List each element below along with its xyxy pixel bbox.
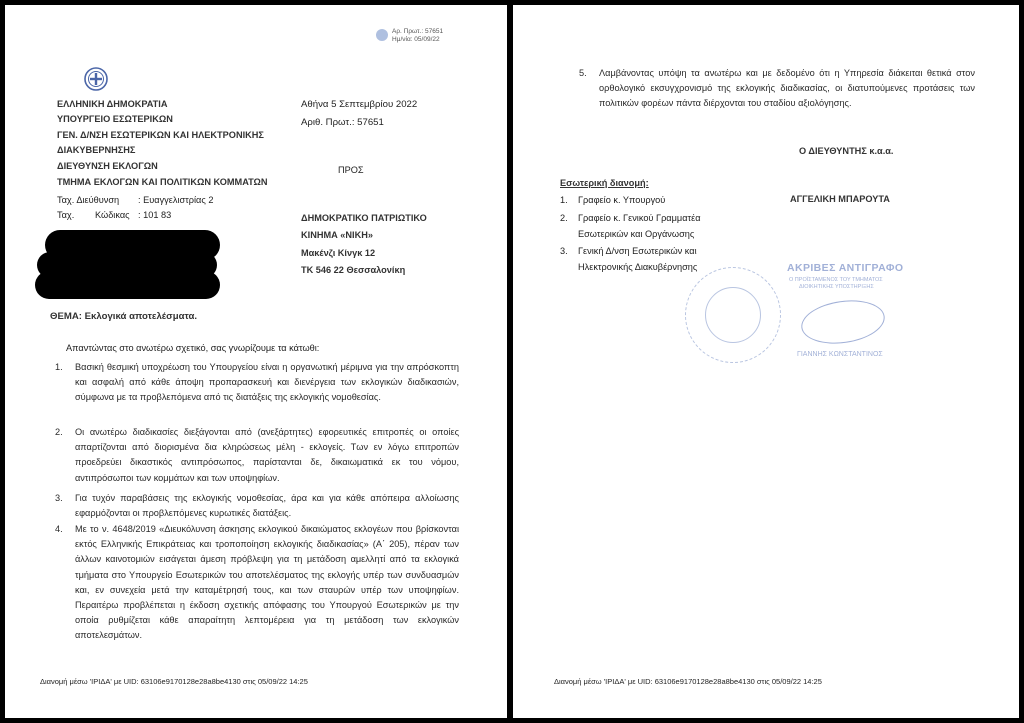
item-text: Οι ανωτέρω διαδικασίες διεξάγονται από (ανεξάρτητες) εφορευτικές επιτροπές οι οποίες απαρτίζονται από διορισμένα δια κληρώσεως μέλη - εκλογείς. Των εν λόγω επιτροπών προεδρεύει δικαστικός αντιπρόσωπος, παρίστανται δε, δικαιωματικά εκ του νόμου, αντιπρόσωποι των κομμάτων και των υποψηφίων. — [75, 427, 459, 483]
letter-page-2 — [513, 5, 1019, 718]
distribution-item-2b: Εσωτερικών και Οργάνωσης — [578, 229, 695, 239]
stamp-name: ΓΙΑΝΝΗΣ ΚΩΝΣΤΑΝΤΙΝΟΣ — [797, 351, 883, 358]
list-item-4 — [55, 522, 459, 652]
protocol-number: Αριθ. Πρωτ.: 57651 — [301, 117, 384, 128]
signature-mark — [798, 295, 887, 348]
receipt-protocol: Αρ. Πρωτ.: 57651 — [392, 28, 444, 35]
recipient-line-4: ΤΚ 546 22 Θεσσαλονίκη — [301, 265, 406, 275]
list-item-1 — [55, 360, 459, 424]
distribution-item-3b: Ηλεκτρονικής Διακυβέρνησης — [578, 262, 698, 272]
footer-uid: Διανομή μέσω 'ΙΡΙΔΑ' με UID: 63106e9170128e28a8be4130 στις 05/09/22 14:25 — [554, 677, 822, 686]
header-line-1: ΕΛΛΗΝΙΚΗ ΔΗΜΟΚΡΑΤΙΑ — [57, 99, 168, 109]
distribution-title: Εσωτερική διανομή: — [560, 178, 649, 188]
letter-page-1 — [5, 5, 507, 718]
recipient-line-1: ΔΗΜΟΚΡΑΤΙΚΟ ΠΑΤΡΙΩΤΙΚΟ — [301, 213, 427, 223]
item-text: Με το ν. 4648/2019 «Διευκόλυνση άσκησης εκλογικού δικαιώματος εκλογέων που βρίσκονται εκτός Ελληνικής Επικράτειας και τροποποίηση εκλογικής διαδικασίας» (Α΄ 205), πέραν των άλλων καινοτομιών εισάγεται άμεση πρόβλεψη για τη μετάδοση αμελλητί από τα εκλογικά τμήματα στο Υπουργείο Εσωτερικών του αποτελέσματος της εκλογής υπέρ των συνδυασμών και, εν συνεχεία μετά την καταμέτρησή τους, και των σταυρών υπέρ των υποψηφίων. Περαιτέρω προβλέπεται η έκδοση σχετικής απόφασης του Υπουργού Εσωτερικών με την οποία ρυθμίζεται κάθε απαραίτητη λεπτομέρεια για τη μετάδοση των εκλογικών αποτελεσμάτων. — [75, 524, 459, 641]
item-text: Βασική θεσμική υποχρέωση του Υπουργείου είναι η οργανωτική μέριμνα για την απρόσκοπτη και ασφαλή από κάθε άποψη προπαρασκευή και διενέργεια των εκλογικών διαδικασιών, σύμφωνα με τα προβλεπόμενα από τις διατάξεις της εκλογικής νομοθεσίας. — [75, 362, 459, 403]
item-text: Για τυχόν παραβάσεις της εκλογικής νομοθεσίας, άρα και για κάθε απόπειρα αλλοίωσης εφαρμόζονται οι προβλεπόμενες κυρωτικές διατάξεις. — [75, 493, 459, 519]
director-title: Ο ΔΙΕΥΘΥΝΤΗΣ κ.α.α. — [799, 146, 894, 156]
distribution-item-3: Γενική Δ/νση Εσωτερικών και — [578, 246, 697, 256]
recipient-line-3: Μακένζι Κίνγκ 12 — [301, 248, 376, 258]
distribution-num-1: 1. — [560, 195, 568, 205]
official-seal-stamp-inner — [705, 287, 761, 343]
to-label: ΠΡΟΣ — [338, 165, 364, 175]
address-value: : Ευαγγελιστρίας 2 — [138, 195, 214, 205]
item-number: 5. — [579, 68, 587, 78]
subject-line: ΘΕΜΑ: Εκλογικά αποτελέσματα. — [50, 311, 198, 322]
redaction-block — [35, 271, 220, 299]
item-number: 4. — [55, 524, 63, 534]
list-item-2 — [55, 425, 459, 489]
footer-uid: Διανομή μέσω 'ΙΡΙΔΑ' με UID: 63106e9170128e28a8be4130 στις 05/09/22 14:25 — [40, 677, 308, 686]
recipient-line-2: ΚΙΝΗΜΑ «ΝΙΚΗ» — [301, 230, 373, 240]
distribution-num-3: 3. — [560, 246, 568, 256]
item-text: Λαμβάνοντας υπόψη τα ανωτέρω και με δεδομένο ότι η Υπηρεσία διάκειται θετικά στον ορθολογικό εκσυγχρονισμό της εκλογικής διαδικασίας, οι διατυπούμενες προτάσεις των πολιτικών φορέων πάντα διέρχονται του σταδίου αξιολόγησης. — [599, 68, 975, 109]
distribution-item-2: Γραφείο κ. Γενικού Γραμματέα — [578, 213, 701, 223]
header-line-6: ΤΜΗΜΑ ΕΚΛΟΓΩΝ ΚΑΙ ΠΟΛΙΤΙΚΩΝ ΚΟΜΜΑΤΩΝ — [57, 177, 268, 187]
stamp-title: ΑΚΡΙΒΕΣ ΑΝΤΙΓΡΑΦΟ — [787, 262, 904, 274]
header-line-5: ΔΙΕΥΘΥΝΣΗ ΕΚΛΟΓΩΝ — [57, 161, 158, 171]
stamp-line-1: Ο ΠΡΟΪΣΤΑΜΕΝΟΣ ΤΟΥ ΤΜΗΜΑΤΟΣ — [789, 277, 883, 283]
postcode-value: : 101 83 — [138, 210, 172, 220]
item-number: 3. — [55, 493, 63, 503]
header-line-4: ΔΙΑΚΥΒΕΡΝΗΣΗΣ — [57, 145, 136, 155]
certified-copy-stamp — [785, 263, 913, 363]
intro-line: Απαντώντας στο ανωτέρω σχετικό, σας γνωρίζουμε τα κάτωθι: — [66, 343, 320, 353]
postcode-label: Ταχ. — [57, 210, 75, 220]
list-item-3 — [55, 491, 459, 523]
header-line-2: ΥΠΟΥΡΓΕΙΟ ΕΣΩΤΕΡΙΚΩΝ — [57, 114, 173, 124]
address-label: Ταχ. Διεύθυνση — [57, 195, 120, 205]
distribution-num-2: 2. — [560, 213, 568, 223]
item-number: 2. — [55, 427, 63, 437]
header-line-3: ΓΕΝ. Δ/ΝΣΗ ΕΣΩΤΕΡΙΚΩΝ ΚΑΙ ΗΛΕΚΤΡΟΝΙΚΗΣ — [57, 130, 264, 140]
place-date: Αθήνα 5 Σεπτεμβρίου 2022 — [301, 99, 418, 110]
list-item-5 — [579, 66, 975, 114]
signatory-name: ΑΓΓΕΛΙΚΗ ΜΠΑΡΟΥΤΑ — [790, 194, 890, 204]
receipt-date: Ημ/νία: 05/09/22 — [392, 36, 440, 43]
postcode-label-2: Κώδικας — [95, 210, 130, 220]
item-number: 1. — [55, 362, 63, 372]
distribution-item-1: Γραφείο κ. Υπουργού — [578, 195, 666, 205]
stamp-line-2: ΔΙΟΙΚΗΤΙΚΗΣ ΥΠΟΣΤΗΡΙΞΗΣ — [799, 284, 874, 290]
coat-of-arms-icon — [84, 67, 108, 91]
receipt-stamp-icon — [376, 29, 388, 41]
